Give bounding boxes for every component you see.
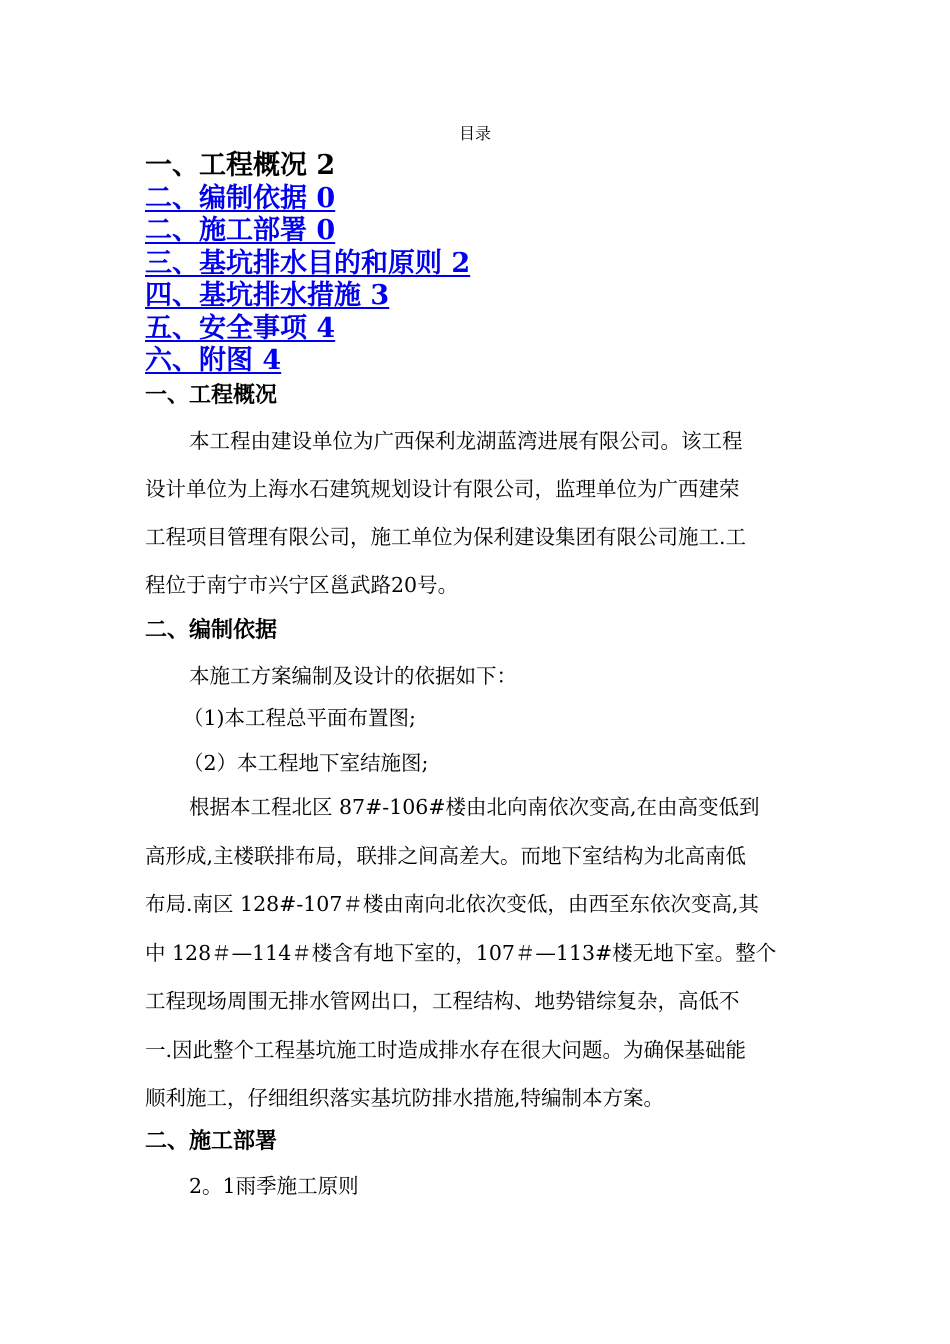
- paragraph-line: 工程现场周围无排水管网出口，工程结构、地势错综复杂，高低不: [145, 989, 740, 1013]
- paragraph-line: 本施工方案编制及设计的依据如下：: [189, 664, 517, 688]
- paragraph-line: 中 128＃—114＃楼含有地下室的，107＃—113#楼无地下室。整个: [145, 941, 777, 965]
- subsection-title: 2。1雨季施工原则: [189, 1174, 359, 1198]
- paragraph-line: 顺利施工，仔细组织落实基坑防排水措施,特编制本方案。: [145, 1086, 665, 1110]
- paragraph-line: 本工程由建设单位为广西保利龙湖蓝湾进展有限公司。该工程: [189, 429, 743, 453]
- paragraph-line: 工程项目管理有限公司，施工单位为保利建设集团有限公司施工.工: [145, 525, 747, 549]
- table-of-contents: [145, 150, 845, 378]
- section-heading-deployment: 二、施工部署: [145, 1129, 278, 1154]
- paragraph-line: 布局.南区 128#-107＃楼由南向北依次变低，由西至东依次变高,其: [145, 892, 759, 916]
- paragraph-line: 设计单位为上海水石建筑规划设计有限公司，监理单位为广西建荣: [145, 477, 740, 501]
- section-heading-overview: 一、工程概况: [145, 383, 278, 408]
- list-item: （1)本工程总平面布置图;: [183, 706, 416, 730]
- paragraph-line: 一.因此整个工程基坑施工时造成排水存在很大问题。为确保基础能: [145, 1038, 747, 1062]
- paragraph-line: 高形成,主楼联排布局，联排之间高差大。而地下室结构为北高南低: [145, 844, 747, 868]
- toc-link-appendix[interactable]: 六、附图 4: [145, 345, 282, 376]
- toc-link-basis[interactable]: 二、编制依据 0: [145, 182, 336, 214]
- toc-title: 目录: [458, 124, 491, 143]
- toc-link-safety[interactable]: 五、安全事项 4: [145, 312, 336, 344]
- toc-link-drainage-purpose[interactable]: 三、基坑排水目的和原则 2: [145, 247, 471, 279]
- toc-link-drainage-measures[interactable]: 四、基坑排水措施 3: [145, 280, 390, 311]
- paragraph-line: 程位于南宁市兴宁区邕武路20号。: [145, 573, 459, 597]
- toc-item-overview: 一、工程概况 2: [145, 150, 336, 181]
- paragraph-line: 根据本工程北区 87#-106#楼由北向南依次变高,在由高变低到: [189, 795, 760, 819]
- toc-link-deployment[interactable]: 二、施工部署 0: [145, 215, 336, 246]
- list-item: （2）本工程地下室结施图;: [183, 751, 429, 775]
- section-heading-basis: 二、编制依据: [145, 618, 278, 643]
